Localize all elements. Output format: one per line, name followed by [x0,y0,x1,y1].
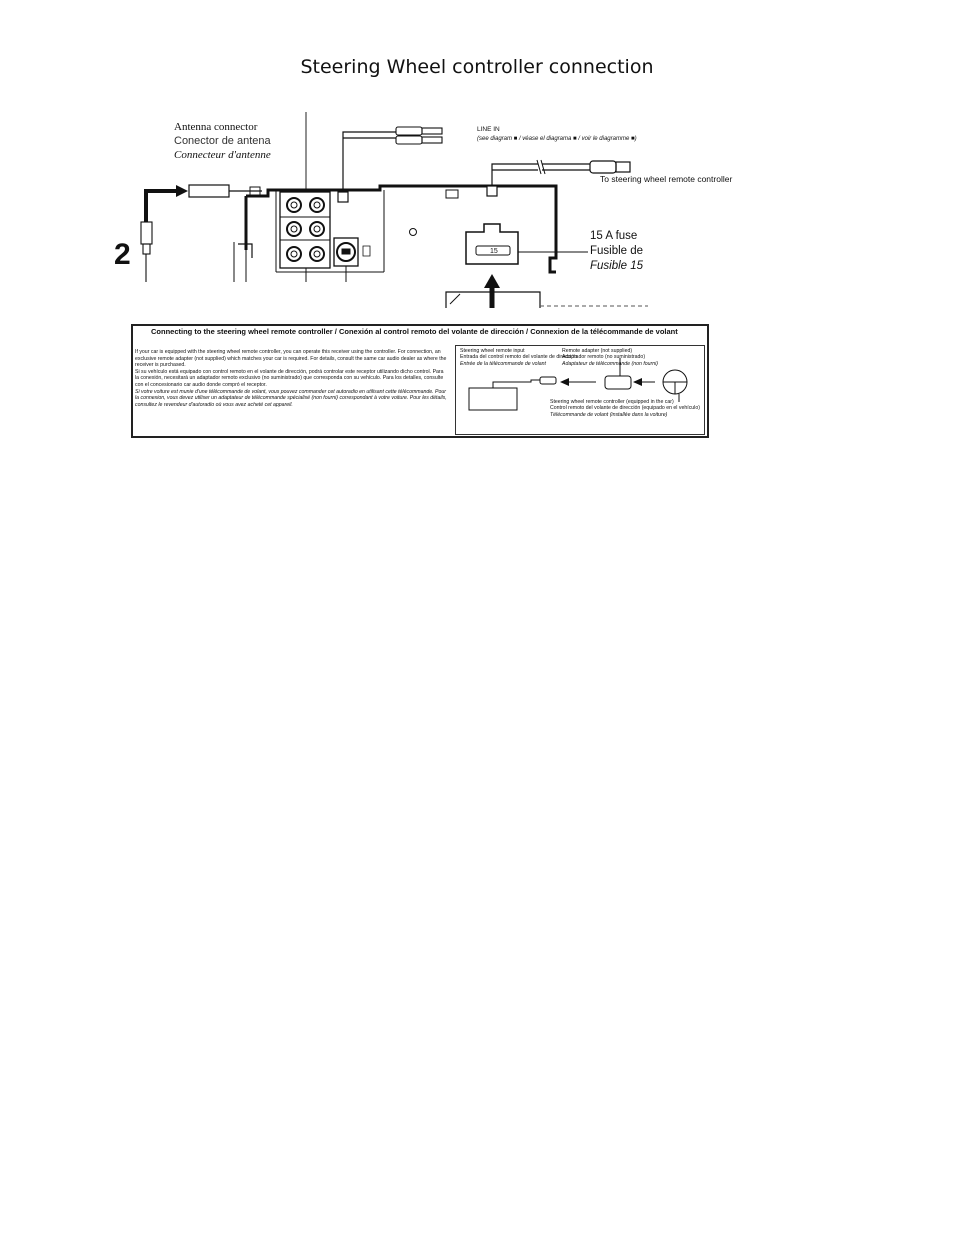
remote-adapter-es: Adaptador remoto (no suministrado) [562,354,646,361]
fuse-label-en: 15 A fuse [590,230,638,242]
remote-input-jack [334,238,370,282]
section-text-fr: Si votre voiture est munie d'une télécommande de volant, vous pouvez commander cet autoradio en utilisant cette télécommande. Pour la connexion, vous devez utiliser un adaptateur de télécommande spécialisé (non fourni) correspondant à votre voiture. Pour les détails, consultez le revendeur d'autoradio où vous avez acheté cet appareil. [135,388,447,408]
rca-panel [280,192,330,282]
harness-arrow-head [484,274,500,288]
remote-adapter-label [562,348,658,367]
line-in-note: (see diagram ■ / véase el diagrama ■ / voir le diagramme ■) [477,136,637,142]
antenna-label-fr: Connecteur d'antenne [174,149,271,161]
mounting-hole [410,229,417,236]
line-in-label: LINE IN [477,126,500,133]
antenna-label-en: Antenna connector [174,121,258,133]
antenna-arrow-head [176,185,188,197]
fuse-label-fr: Fusible 15 [590,260,644,272]
page-title: Steering Wheel controller connection [300,56,654,78]
steering-remote-plug [590,161,630,173]
fuse-value: 15 [490,248,498,255]
remote-input-fr: Entrée de la télécommande de volant [460,360,546,367]
remote-input-es: Entrada del control remoto del volante de dirección [460,354,578,361]
steering-controller-en: Steering wheel remote controller (equipped in the car) [550,399,674,405]
steering-controller-label [550,399,700,418]
steering-controller-es: Control remoto del volante de dirección (equipado en el vehículo) [550,405,700,412]
section-text-en: If your car is equipped with the steering wheel remote controller, you can operate this receiver using the controller. For connection, an exclusive remote adapter (not supplied) which matches your car is required. For details, consult the same car audio dealer as where the receiver is purchased. [135,349,447,369]
remote-adapter-en: Remote adapter (not supplied) [562,348,633,354]
antenna-cable [141,222,152,282]
section-title: Connecting to the steering wheel remote controller / Conexión al control remoto del volante de dirección / Connexion de la télécommande de volant [151,327,678,336]
step-number: 2 [114,238,131,271]
antenna-arrow [146,191,178,222]
steering-remote-label: To steering wheel remote controller [600,174,733,184]
remote-adapter-fr: Adaptateur de télécommande (non fourni) [562,360,659,367]
steering-controller-fr: Télécommande de volant (installée dans la voiture) [550,411,668,418]
line-in-plugs [396,127,442,144]
fuse-label-es: Fusible de [590,245,644,257]
steering-remote-cable [492,164,590,192]
remote-input-label [460,348,577,367]
section-text [135,349,447,408]
remote-input-en: Steering wheel remote input [460,348,525,354]
section-text-es: Si su vehículo está equipado con control remoto en el volante de dirección, podrá controlar este receptor utilizando dicho control. Para la conexión, necesitará un adaptador remoto exclusivo (no suministrado) que corresponda con su vehículo. Para los detalles, consulte con el concesionario car audio donde compró el receptor. [135,368,444,388]
fuse-holder [466,224,518,264]
antenna-label-es: Conector de antena [174,135,271,147]
